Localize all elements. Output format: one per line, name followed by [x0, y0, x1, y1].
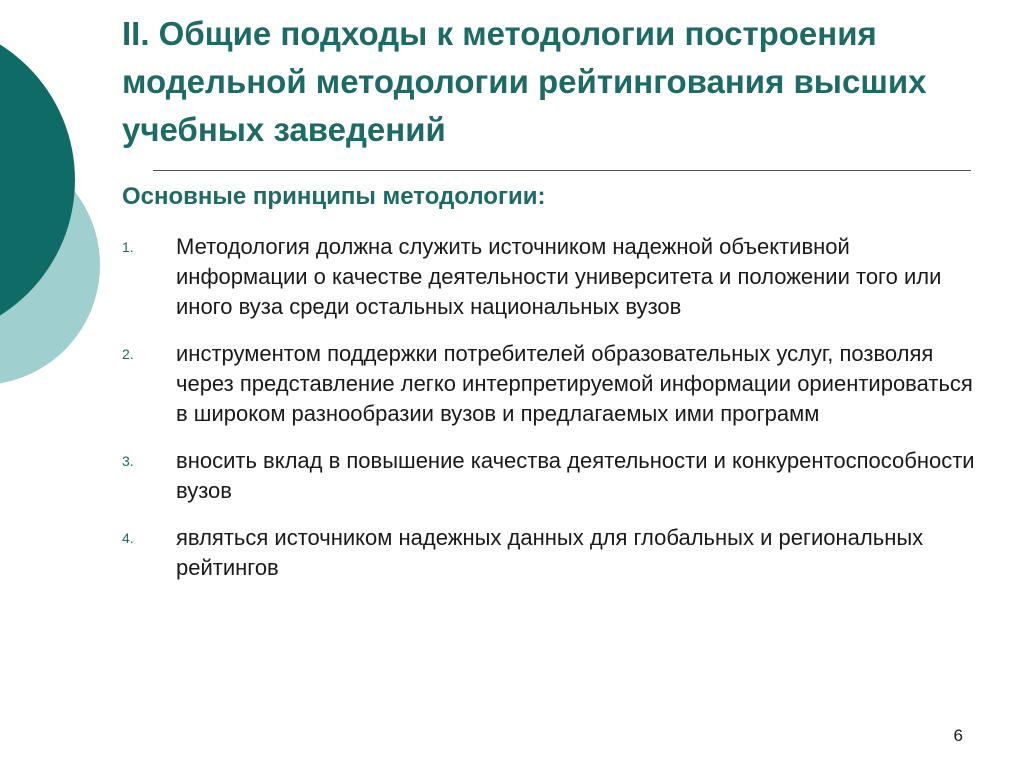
title-divider	[153, 170, 971, 171]
slide-subtitle: Основные принципы методологии:	[122, 183, 546, 210]
list-item-number: 1.	[122, 239, 134, 255]
list-item-text: являться источником надежных данных для глобальных и региональных рейтингов	[176, 525, 924, 580]
list-item	[122, 446, 982, 506]
list-item-number: 3.	[122, 453, 134, 469]
list-item	[122, 339, 982, 429]
slide-title: II. Общие подходы к методологии построения модельной методологии рейтингования высших учебных заведений	[122, 15, 927, 148]
list-item-number: 4.	[122, 530, 134, 546]
decorative-circles	[0, 0, 120, 420]
list-item	[122, 523, 982, 583]
page-number: 6	[953, 726, 963, 745]
principles-list	[122, 232, 982, 600]
list-item-text: вносить вклад в повышение качества деятельности и конкурентоспособности вузов	[176, 448, 975, 503]
list-item-number: 2.	[122, 346, 134, 362]
list-item-text: Методология должна служить источником надежной объективной информации о качестве деятельности университета и положении того или иного вуза среди остальных национальных вузов	[176, 234, 942, 319]
list-item	[122, 232, 982, 322]
list-item-text: инструментом поддержки потребителей образовательных услуг, позволяя через представление легко интерпретируемой информации ориентироваться в широком разнообразии вузов и предлагаемых ими программ	[176, 341, 973, 426]
